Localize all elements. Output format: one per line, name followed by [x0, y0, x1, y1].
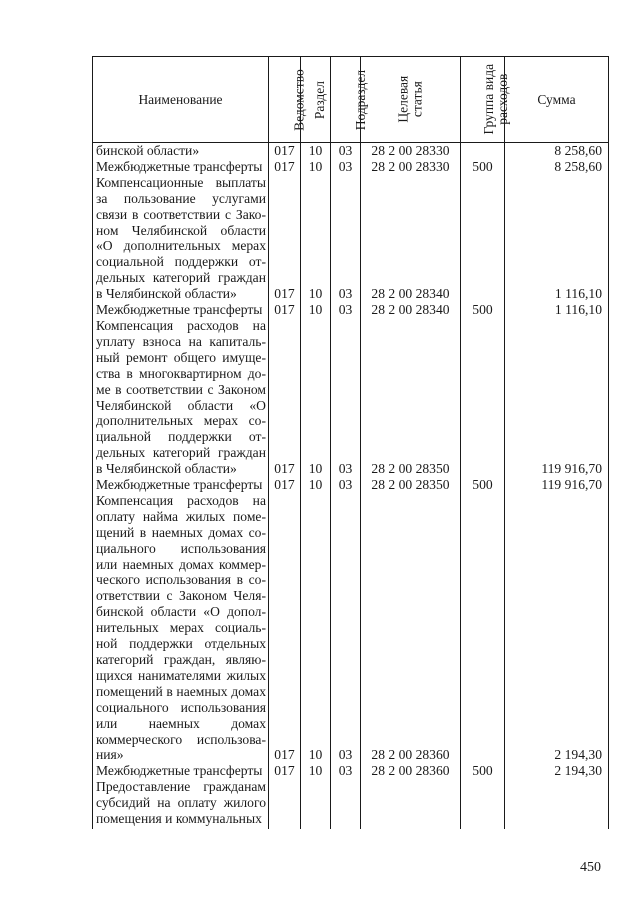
row-name: Компенсация расходов на оплату найма жилых помещений в наемных домах социального использования или наемных домах коммерческого использования в соответствии с Законом Челябинской области «О дополнительных мерах социальной поддержки отдельных категорий граждан, являющихся нанимателями жилых помещений в наемных домах социального использования или наемных домах коммерческого использования» [93, 493, 269, 763]
row-name: Межбюджетные трансферты [93, 302, 269, 318]
row-gruppa: 500 [461, 477, 505, 493]
header-name-text: Наименование [138, 91, 223, 107]
row-vedomstvo: 017 [269, 318, 301, 477]
row-celevaya-statya [361, 779, 461, 829]
header-gruppa-line2: расходов [495, 73, 511, 125]
row-summa: 119 916,70 [505, 318, 609, 477]
header-podrazdel-text: Подраздел [353, 69, 369, 130]
header-vedomstvo [269, 57, 307, 143]
header-gruppa-text [482, 64, 510, 135]
table-row [93, 175, 609, 302]
header-celevaya-statya [361, 57, 461, 143]
row-razdel: 10 [301, 143, 331, 159]
header-celevaya-line2: статья [409, 81, 425, 118]
table-row [93, 318, 609, 477]
row-gruppa: 500 [461, 302, 505, 318]
table-row [93, 493, 609, 763]
row-razdel: 10 [301, 763, 331, 779]
row-summa: 2 194,30 [505, 493, 609, 763]
row-name: Компенсация расходов на уплату взноса на капитальный ремонт общего имущества в многоквартирном доме в соответствии с Законом Челябинской области «О дополнительных мерах социальной поддержки отдельных категорий граждан в Челябинской области» [93, 318, 269, 477]
row-podrazdel: 03 [331, 159, 361, 175]
row-celevaya-statya: 28 2 00 28330 [361, 143, 461, 159]
row-podrazdel [331, 779, 361, 829]
row-podrazdel: 03 [331, 143, 361, 159]
row-razdel: 10 [301, 175, 331, 302]
row-razdel: 10 [301, 302, 331, 318]
table-body [93, 143, 609, 830]
row-razdel: 10 [301, 493, 331, 763]
row-vedomstvo [269, 779, 301, 829]
row-summa: 1 116,10 [505, 302, 609, 318]
table-row [93, 779, 609, 829]
header-podrazdel [331, 57, 369, 143]
header-gruppa-line1: Группа вида [481, 63, 497, 135]
row-name: Межбюджетные трансферты [93, 477, 269, 493]
row-vedomstvo: 017 [269, 175, 301, 302]
budget-table [92, 56, 609, 829]
row-summa [505, 779, 609, 829]
row-podrazdel: 03 [331, 763, 361, 779]
row-podrazdel: 03 [331, 318, 361, 477]
row-name: Компенсационные выплаты за пользование услугами связи в соответствии с Законом Челябинской области «О дополнительных мерах социальной поддержки отдельных категорий граждан в Челябинской области» [93, 175, 269, 302]
header-summa [505, 57, 609, 143]
row-gruppa [461, 779, 505, 829]
header-celevaya-line1: Целевая [395, 75, 411, 123]
row-gruppa [461, 318, 505, 477]
row-gruppa [461, 493, 505, 763]
row-summa: 8 258,60 [505, 159, 609, 175]
row-celevaya-statya: 28 2 00 28330 [361, 159, 461, 175]
row-razdel: 10 [301, 318, 331, 477]
row-celevaya-statya: 28 2 00 28340 [361, 302, 461, 318]
row-vedomstvo: 017 [269, 763, 301, 779]
row-gruppa: 500 [461, 763, 505, 779]
row-celevaya-statya: 28 2 00 28360 [361, 763, 461, 779]
row-summa: 2 194,30 [505, 763, 609, 779]
header-celevaya-statya-text [396, 76, 424, 123]
row-razdel: 10 [301, 477, 331, 493]
row-name: Межбюджетные трансферты [93, 159, 269, 175]
header-vedomstvo-text: Ведомство [291, 68, 307, 131]
row-razdel [301, 779, 331, 829]
row-gruppa [461, 175, 505, 302]
table-header-row [93, 57, 609, 143]
table-row [93, 302, 609, 318]
row-gruppa: 500 [461, 159, 505, 175]
row-gruppa [461, 143, 505, 159]
row-name: Межбюджетные трансферты [93, 763, 269, 779]
page-number: 450 [580, 860, 601, 875]
row-vedomstvo: 017 [269, 143, 301, 159]
header-razdel-text: Раздел [312, 80, 328, 119]
row-vedomstvo: 017 [269, 477, 301, 493]
row-celevaya-statya: 28 2 00 28340 [361, 175, 461, 302]
row-name: бинской области» [93, 143, 269, 159]
row-celevaya-statya: 28 2 00 28360 [361, 493, 461, 763]
row-vedomstvo: 017 [269, 302, 301, 318]
row-celevaya-statya: 28 2 00 28350 [361, 477, 461, 493]
header-name [93, 57, 269, 143]
row-podrazdel: 03 [331, 175, 361, 302]
row-vedomstvo: 017 [269, 493, 301, 763]
header-gruppa [461, 57, 511, 143]
row-podrazdel: 03 [331, 477, 361, 493]
row-celevaya-statya: 28 2 00 28350 [361, 318, 461, 477]
row-name: Предоставление гражданам субсидий на оплату жилого помещения и коммунальных [93, 779, 269, 829]
row-podrazdel: 03 [331, 493, 361, 763]
table-row [93, 159, 609, 175]
row-vedomstvo: 017 [269, 159, 301, 175]
row-summa: 119 916,70 [505, 477, 609, 493]
header-summa-text: Сумма [537, 91, 576, 107]
table-row [93, 477, 609, 493]
row-summa: 8 258,60 [505, 143, 609, 159]
table-row [93, 763, 609, 779]
row-podrazdel: 03 [331, 302, 361, 318]
table-row [93, 143, 609, 159]
row-razdel: 10 [301, 159, 331, 175]
row-summa: 1 116,10 [505, 175, 609, 302]
